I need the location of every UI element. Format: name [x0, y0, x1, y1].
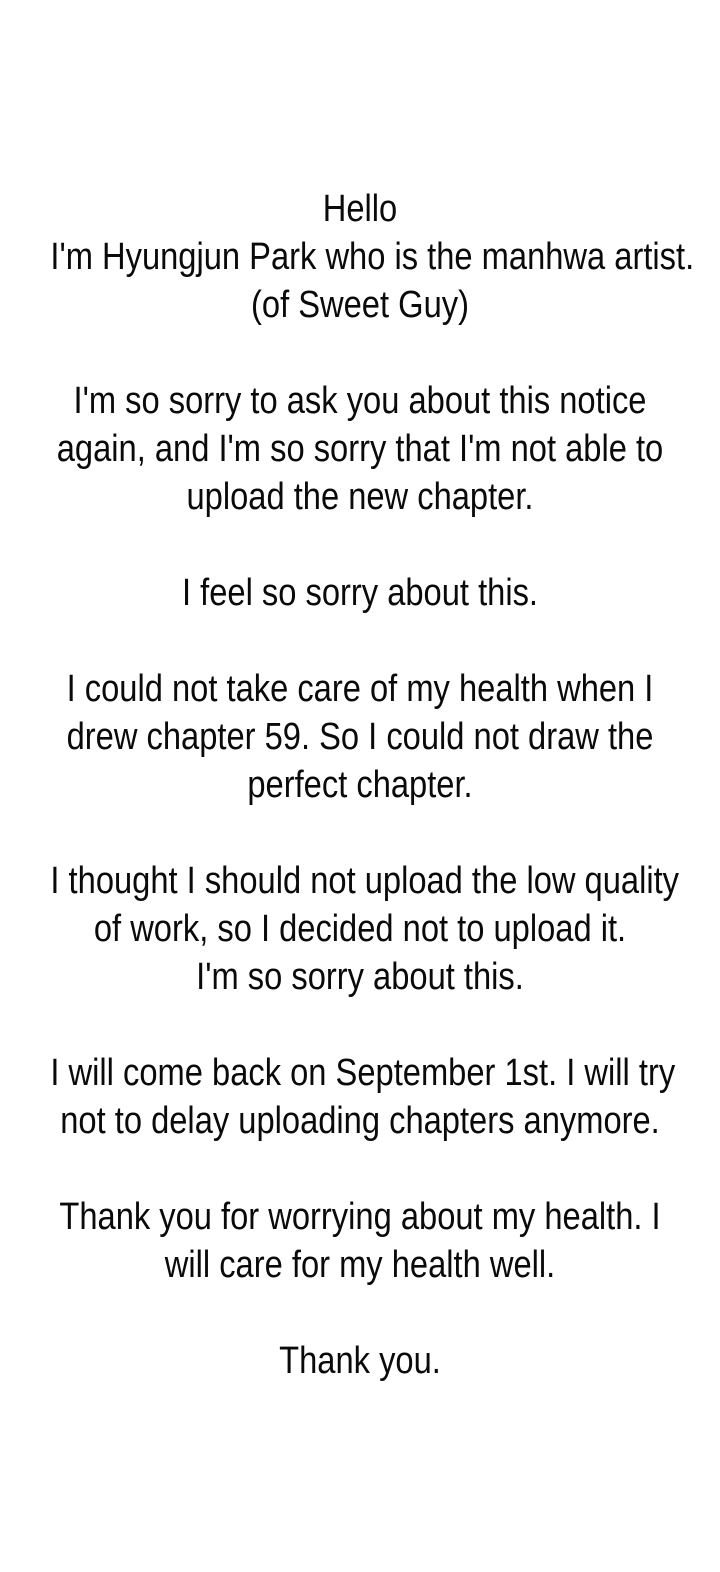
notice-line: I will come back on September 1st. I will try — [50, 1052, 676, 1094]
notice-paragraph-apology — [0, 377, 720, 521]
notice-body — [0, 185, 720, 1385]
notice-paragraph-health — [0, 665, 720, 809]
notice-line: I could not take care of my health when I — [66, 668, 654, 710]
notice-line: of work, so I decided not to upload it. — [93, 908, 627, 950]
notice-line: Thank you. — [279, 1340, 441, 1382]
notice-line: I thought I should not upload the low quality — [50, 860, 680, 902]
notice-paragraph-greeting — [0, 185, 720, 329]
notice-paragraph-gratitude — [0, 1193, 720, 1289]
notice-line: Thank you for worrying about my health. I — [59, 1196, 661, 1238]
notice-line: I'm so sorry about this. — [196, 956, 524, 998]
notice-line: I'm Hyungjun Park who is the manhwa artist. — [50, 236, 695, 278]
notice-line: again, and I'm so sorry that I'm not able to — [56, 428, 664, 470]
notice-line: will care for my health well. — [164, 1244, 556, 1286]
notice-paragraph-quality — [0, 857, 720, 1001]
notice-paragraph-comeback — [0, 1049, 720, 1145]
notice-line: upload the new chapter. — [186, 476, 534, 518]
notice-line: perfect chapter. — [247, 764, 473, 806]
notice-line: not to delay uploading chapters anymore. — [60, 1100, 660, 1142]
notice-line: I feel so sorry about this. — [181, 572, 539, 614]
notice-line: Hello — [322, 188, 398, 230]
notice-line: I'm so sorry to ask you about this notice — [73, 380, 647, 422]
notice-line: drew chapter 59. So I could not draw the — [66, 716, 654, 758]
notice-line: (of Sweet Guy) — [251, 284, 469, 326]
notice-paragraph-feel-sorry — [0, 569, 720, 617]
notice-paragraph-closing — [0, 1337, 720, 1385]
